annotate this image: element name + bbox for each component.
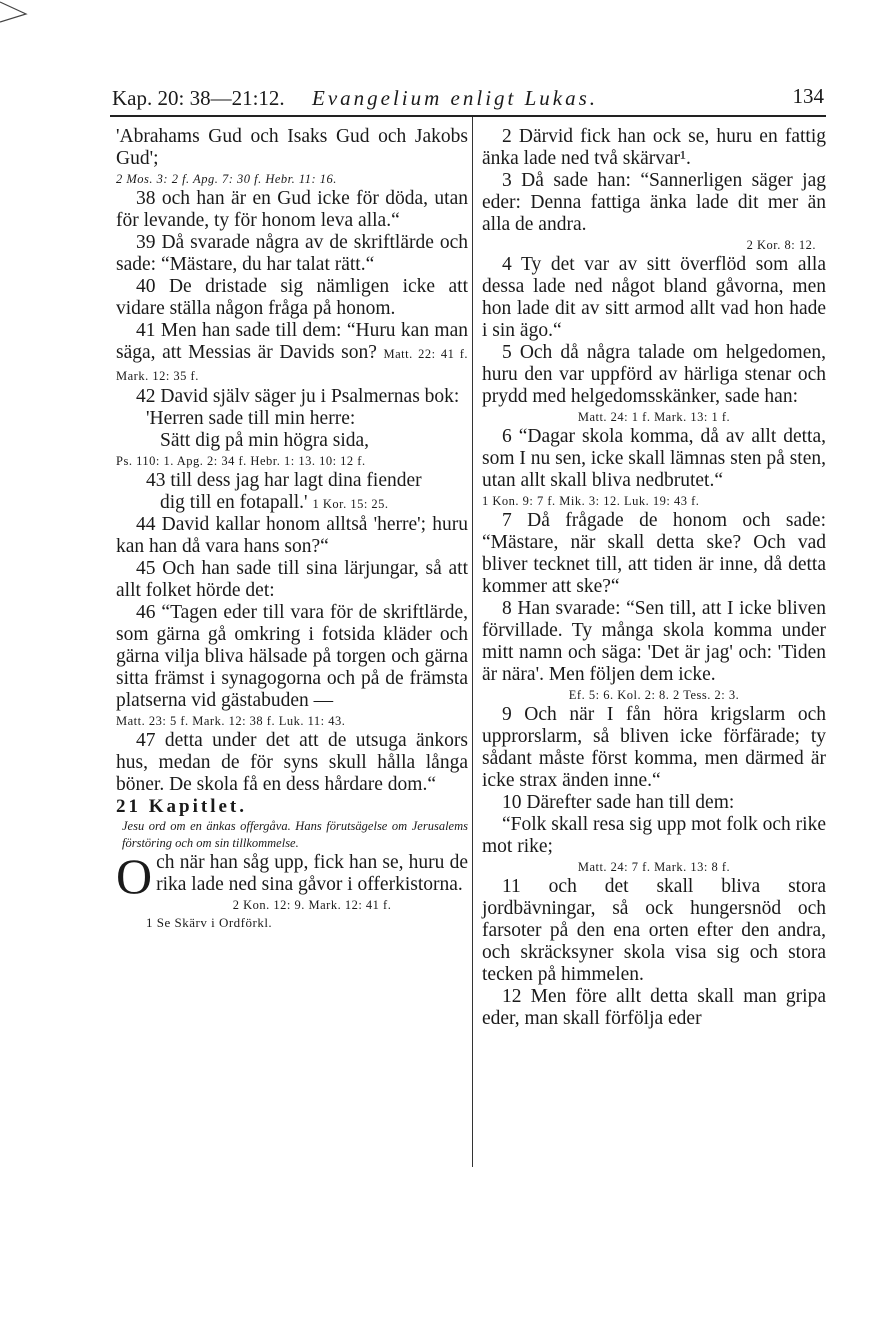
- page-number: 134: [792, 84, 824, 108]
- verse-45: 45 Och han sade till sina lärjungar, så att allt folket hörde det:: [116, 558, 468, 601]
- verse-10-line-1: 10 Därefter sade han till dem:: [502, 792, 735, 813]
- verse-44: 44 David kallar honom alltså 'herre'; huru kan han då vara hans son?“: [116, 514, 468, 557]
- corner-scan-mark: [0, 0, 28, 24]
- cross-reference: Matt. 23: 5 f. Mark. 12: 38 f. Luk. 11: 43.: [116, 714, 346, 728]
- cross-reference: 2 Kon. 12: 9. Mark. 12: 41 f.: [232, 898, 392, 912]
- verse-39: 39 Då svarade några av de skriftlärde och sade: “Mästare, du har talat rätt.“: [116, 232, 468, 275]
- header-chapter-range: Kap. 20: 38—21:12.: [112, 86, 285, 110]
- chapter-summary: Jesu ord om en änkas offergåva. Hans förutsägelse om Jerusalems förstöring och om sin tillkommelse.: [122, 819, 468, 850]
- cross-reference: 1 Kor. 15: 25.: [312, 497, 389, 511]
- cross-reference: Matt. 24: 1 f. Mark. 13: 1 f.: [577, 410, 731, 424]
- poem-line-2: Sätt dig på min högra sida,: [160, 430, 370, 451]
- verse-46: 46 “Tagen eder till vara för de skriftlärde, som gärna gå omkring i fotsida kläder och gärna vilja bliva hälsade på torgen och gärna sitta främst i synagogorna och på de främsta platserna vid gästabuden —: [116, 602, 468, 711]
- verse-1: [116, 848, 468, 904]
- cross-reference: Matt. 24: 7 f. Mark. 13: 8 f.: [577, 860, 731, 874]
- cross-reference: 1 Kon. 9: 7 f. Mik. 3: 12. Luk. 19: 43 f.: [482, 494, 700, 508]
- header-book-title: Evangelium enligt Lukas.: [312, 86, 599, 110]
- verse-12: 12 Men före allt detta skall man gripa eder, man skall förfölja eder: [482, 986, 826, 1029]
- chapter-heading: 21 Kapitlet.: [116, 796, 247, 817]
- left-column: [116, 126, 468, 932]
- verse-38: 38 och han är en Gud icke för döda, utan för levande, ty för honom leva alla.“: [116, 188, 468, 231]
- verse-43-line-2: [116, 492, 468, 514]
- verse-4: 4 Ty det var av sitt överflöd som alla dessa lade ned något bland gåvorna, men hon lade dit av sitt armod allt vad hon hade i sin ägo.“: [482, 254, 826, 341]
- verse-2: 2 Därvid fick han ock se, huru en fattig änka lade ned två skärvar¹.: [482, 126, 826, 169]
- right-column: [482, 126, 826, 1030]
- verse-42: 42 David själv säger ju i Psalmernas bok:: [136, 386, 460, 407]
- verse-9: 9 Och när I fån höra krigslarm och upprorslarm, så bliven icke förfärade; ty sådant måste först komma, men därmed är icke strax änden inne.“: [482, 704, 826, 791]
- verse-7: 7 Då frågade de honom och sade: “Mästare, när skall detta ske? Och vad bliver tecknet till, att tiden är inne, då detta kommer att ske?“: [482, 510, 826, 597]
- verse-8: 8 Han svarade: “Sen till, att I icke bliven förvillade. Ty många skola komma under mitt namn och säga: 'Det är jag' och: 'Tiden är nära'. Men följen dem icke.: [482, 598, 826, 685]
- verse-37-end: 'Abrahams Gud och Isaks Gud och Jakobs Gud';: [116, 126, 468, 169]
- cross-reference: Ef. 5: 6. Kol. 2: 8. 2 Tess. 2: 3.: [568, 688, 740, 702]
- verse-43-line-1: 43 till dess jag har lagt dina fiender: [146, 470, 422, 491]
- verse-43-text: dig till en fotapall.': [160, 492, 308, 513]
- cross-reference: Matt. 22: 41 f. Mark. 12: 35 f.: [116, 347, 469, 383]
- verse-3: 3 Då sade han: “Sannerligen säger jag eder: Denna fattiga änka lade dit mer än alla de andra.: [482, 170, 826, 235]
- verse-47: 47 detta under det att de utsuga änkors hus, medan de för syns skull hålla långa böner. De skola få en dess hårdare dom.“: [116, 730, 468, 795]
- poem-line-1: 'Herren sade till min herre:: [146, 408, 356, 429]
- cross-reference: 2 Mos. 3: 2 f. Apg. 7: 30 f. Hebr. 11: 16.: [116, 172, 337, 186]
- verse-5: 5 Och då några talade om helgedomen, huru den var uppförd av härliga stenar och prydd med helgedomsskänker, sade han:: [482, 342, 826, 407]
- running-header: [112, 84, 824, 114]
- drop-cap: O: [116, 848, 153, 904]
- verse-41-text: 41 Men han sade till dem: “Huru kan man säga, att Messias är Davids son?: [116, 320, 468, 363]
- verse-10-line-2: “Folk skall resa sig upp mot folk och rike mot rike;: [482, 814, 826, 857]
- verse-40: 40 De dristade sig nämligen icke att vidare ställa någon fråga på honom.: [116, 276, 468, 319]
- verse-41: [116, 320, 468, 386]
- cross-reference: 2 Kor. 8: 12.: [746, 238, 816, 252]
- verse-1-text: ch när han såg upp, fick han se, huru de rika lade ned sina gåvor i offerkistorna.: [156, 852, 468, 895]
- cross-reference: Ps. 110: 1. Apg. 2: 34 f. Hebr. 1: 13. 10: 12 f.: [116, 454, 366, 468]
- verse-6: 6 “Dagar skola komma, då av allt detta, som I nu sen, icke skall lämnas sten på sten, utan allt skall bliva nedbrutet.“: [482, 426, 826, 491]
- column-divider: [472, 117, 473, 1167]
- header-rule: [110, 115, 826, 117]
- footnote: 1 Se Skärv i Ordförkl.: [146, 915, 273, 930]
- verse-11: 11 och det skall bliva stora jordbävningar, så ock hungersnöd och farsoter på den ena orten efter den andra, och skräcksyner skola visa sig och stora tecken på himmelen.: [482, 876, 826, 985]
